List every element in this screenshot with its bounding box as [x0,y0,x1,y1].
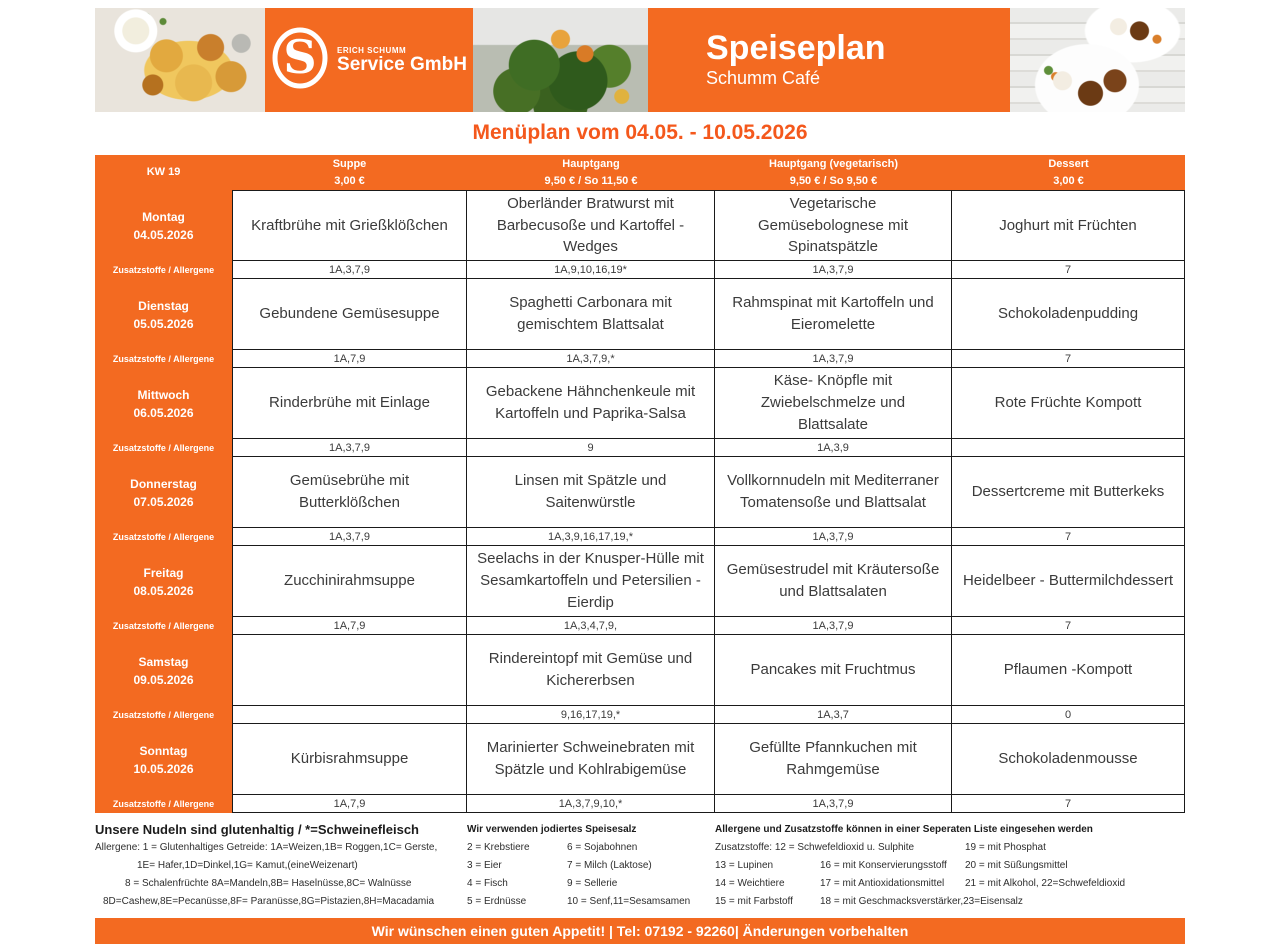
legend-item: 3 = Eier [467,859,502,871]
day-name: Mittwoch [137,387,190,402]
day-name: Donnerstag [130,476,197,491]
day-cell-mittwoch [95,368,232,457]
legend-additives-block [715,820,1185,910]
column-label: Hauptgang (vegetarisch) [769,158,898,170]
plan-subtitle: Schumm Café [706,68,821,89]
column-label: Suppe [332,158,367,170]
allergen-row-label: Zusatzstoffe / Allergene [112,354,215,364]
column-label: Hauptgang [562,158,620,170]
day-name-date [95,279,232,350]
day-cell-sonntag [95,724,232,813]
legend-pasta-note: Unsere Nudeln sind glutenhaltig / *=Schweinefleisch [95,821,419,837]
menu-cell-veg: Vegetarische Gemüsebolognese mit Spinatspätzle [715,190,952,261]
legend-item: 14 = Weichtiere [715,877,785,889]
day-cell-samstag [95,635,232,724]
allergen-row-label: Zusatzstoffe / Allergene [112,443,215,453]
legend-item: 19 = mit Phosphat [965,841,1046,853]
allergen-cell-main: 9,16,17,19,* [467,706,715,724]
legend-line [715,892,1185,910]
menu-cell-dessert: Heidelbeer - Buttermilchdessert [952,546,1185,617]
column-label: Dessert [1048,158,1089,170]
allergen-cell-main: 1A,9,10,16,19* [467,261,715,279]
legend-allergens-block [95,820,467,910]
legend-item: Zusatzstoffe: 12 = Schwefeldioxid u. Sulphite [715,841,915,853]
legend-item: 13 = Lupinen [715,859,774,871]
legend [95,820,1185,910]
allergen-cell-veg: 1A,3,7 [715,706,952,724]
menu-cell-main: Rindereintopf mit Gemüse und Kichererbsen [467,635,715,706]
menu-cell-main: Linsen mit Spätzle und Saitenwürstle [467,457,715,528]
menu-cell-main: Marinierter Schweinebraten mit Spätzle und Kohlrabigemüse [467,724,715,795]
allergen-cell-dessert: 0 [952,706,1185,724]
legend-item: 2 = Krebstiere [467,841,530,853]
day-name-date [95,368,232,439]
menu-cell-veg: Käse- Knöpfle mit Zwiebelschmelze und Blattsalate [715,368,952,439]
allergen-cell-veg: 1A,3,7,9 [715,528,952,546]
menu-cell-main: Seelachs in der Knusper-Hülle mit Sesamkartoffeln und Petersilien - Eierdip [467,546,715,617]
column-price: 9,50 € / So 9,50 € [789,174,878,187]
menu-cell-soup: Gebundene Gemüsesuppe [232,279,467,350]
menu-cell-soup [232,635,467,706]
menu-cell-dessert: Schokoladenmousse [952,724,1185,795]
day-name-date [95,635,232,706]
allergen-cell-main: 1A,3,7,9,* [467,350,715,368]
allergen-cell-veg: 1A,3,7,9 [715,261,952,279]
day-name-date [95,190,232,261]
day-date: 07.05.2026 [133,494,194,509]
schumm-s-logo-icon [271,27,329,94]
column-header-vegetarisch [715,155,952,190]
column-price: 9,50 € / So 11,50 € [544,174,638,187]
menu-cell-dessert: Dessertcreme mit Butterkeks [952,457,1185,528]
menu-cell-soup: Rinderbrühe mit Einlage [232,368,467,439]
legend-item: 17 = mit Antioxidationsmittel [820,877,945,889]
day-name-date [95,457,232,528]
menu-page [95,8,1185,944]
allergen-cell-main: 1A,3,7,9,10,* [467,795,715,813]
allergen-cell-veg: 1A,3,7,9 [715,350,952,368]
day-name: Samstag [138,654,189,669]
legend-additives-note: Allergene und Zusatzstoffe können in einer Seperaten Liste eingesehen werden [715,823,1093,835]
menu-cell-dessert: Joghurt mit Früchten [952,190,1185,261]
column-price: 3,00 € [334,174,365,187]
menu-cell-veg: Gefüllte Pfannkuchen mit Rahmgemüse [715,724,952,795]
svg-text:S: S [283,29,317,84]
legend-item: 20 = mit Süßungsmittel [965,859,1068,871]
allergen-cell-dessert [952,439,1185,457]
menu-cell-soup: Kürbisrahmsuppe [232,724,467,795]
day-date: 05.05.2026 [133,316,194,331]
allergen-cell-dessert: 7 [952,528,1185,546]
menu-cell-dessert: Pflaumen -Kompott [952,635,1185,706]
day-date: 08.05.2026 [133,583,194,598]
day-date: 10.05.2026 [133,761,194,776]
food-photo-meatballs [1010,8,1185,112]
footer-banner: Wir wünschen einen guten Appetit! | Tel: 07192 - 92260| Änderungen vorbehalten [95,918,1185,944]
menu-cell-dessert: Schokoladenpudding [952,279,1185,350]
legend-line [715,856,1185,874]
menu-cell-main: Oberländer Bratwurst mit Barbecusoße und Kartoffel - Wedges [467,190,715,261]
day-name: Montag [142,209,185,224]
allergen-cell-soup: 1A,7,9 [232,617,467,635]
day-cell-donnerstag [95,457,232,546]
allergen-cell-dessert: 7 [952,795,1185,813]
allergen-cell-soup: 1A,3,7,9 [232,261,467,279]
legend-line: 8 = Schalenfrüchte 8A=Mandeln,8B= Haselnüsse,8C= Walnüsse [125,877,412,889]
menu-cell-veg: Vollkornnudeln mit Mediterraner Tomatensoße und Blattsalat [715,457,952,528]
legend-item: 10 = Senf,11=Sesamsamen [567,895,691,907]
allergen-row-label: Zusatzstoffe / Allergene [112,265,215,275]
legend-item: 5 = Erdnüsse [467,895,527,907]
day-cell-freitag [95,546,232,635]
column-header-dessert [952,155,1185,190]
menu-cell-dessert: Rote Früchte Kompott [952,368,1185,439]
legend-item: 7 = Milch (Laktose) [567,859,652,871]
legend-item: 9 = Sellerie [567,877,618,889]
company-name-small: ERICH SCHUMM [337,45,407,55]
menu-table [95,155,1185,813]
legend-salt-note: Wir verwenden jodiertes Speisesalz [467,823,637,835]
allergen-cell-soup: 1A,7,9 [232,350,467,368]
menu-cell-main: Gebackene Hähnchenkeule mit Kartoffeln und Paprika-Salsa [467,368,715,439]
legend-line: 8D=Cashew,8E=Pecanüsse,8F= Paranüsse,8G=Pistazien,8H=Macadamia [103,895,435,907]
company-name [337,46,467,75]
allergen-cell-soup [232,706,467,724]
menu-cell-veg: Pancakes mit Fruchtmus [715,635,952,706]
allergen-row-label: Zusatzstoffe / Allergene [112,710,215,720]
day-date: 04.05.2026 [133,227,194,242]
legend-line: 1E= Hafer,1D=Dinkel,1G= Kamut,(eineWeizenart) [137,859,358,871]
menu-cell-main: Spaghetti Carbonara mit gemischtem Blattsalat [467,279,715,350]
legend-salt-block [467,820,715,910]
legend-item: 15 = mit Farbstoff [715,895,793,907]
allergen-cell-veg: 1A,3,7,9 [715,795,952,813]
column-header-suppe [232,155,467,190]
day-name: Freitag [143,565,184,580]
menu-cell-soup: Gemüsebrühe mit Butterklößchen [232,457,467,528]
allergen-cell-main: 1A,3,4,7,9, [467,617,715,635]
company-name-large: Service GmbH [337,53,467,75]
day-name-date [95,724,232,795]
day-date: 06.05.2026 [133,405,194,420]
legend-line [467,892,715,910]
legend-line: Allergene: 1 = Glutenhaltiges Getreide: 1A=Weizen,1B= Roggen,1C= Gerste, [95,841,438,853]
menu-cell-veg: Gemüsestrudel mit Kräutersoße und Blattsalaten [715,546,952,617]
allergen-cell-soup: 1A,7,9 [232,795,467,813]
allergen-cell-soup: 1A,3,7,9 [232,439,467,457]
allergen-row-label: Zusatzstoffe / Allergene [112,621,215,631]
kw-label: KW 19 [95,155,232,190]
column-header-hauptgang [467,155,715,190]
menu-cell-soup: Zucchinirahmsuppe [232,546,467,617]
legend-item: 18 = mit Geschmacksverstärker,23=Eisensalz [820,895,1023,907]
allergen-cell-dessert: 7 [952,617,1185,635]
legend-line [715,838,1185,856]
allergen-cell-dessert: 7 [952,261,1185,279]
allergen-cell-dessert: 7 [952,350,1185,368]
menu-cell-soup: Kraftbrühe mit Grießklößchen [232,190,467,261]
column-price: 3,00 € [1053,174,1084,187]
allergen-cell-veg: 1A,3,7,9 [715,617,952,635]
legend-item: 16 = mit Konservierungsstoff [820,859,947,871]
legend-line [467,856,715,874]
day-date: 09.05.2026 [133,672,194,687]
day-name: Sonntag [139,743,188,758]
plan-title-block [648,8,1010,112]
allergen-row-label: Zusatzstoffe / Allergene [112,799,215,809]
day-name-date [95,546,232,617]
food-photo-salad [473,8,648,112]
legend-item: 4 = Fisch [467,877,508,889]
plan-title: Speiseplan [706,28,886,67]
legend-line [715,874,1185,892]
allergen-cell-soup: 1A,3,7,9 [232,528,467,546]
allergen-row-label: Zusatzstoffe / Allergene [112,532,215,542]
header-band [95,8,1185,112]
legend-line [467,874,715,892]
day-cell-dienstag [95,279,232,368]
company-logo-block [265,8,473,112]
menu-cell-veg: Rahmspinat mit Kartoffeln und Eieromelette [715,279,952,350]
day-name: Dienstag [138,298,189,313]
allergen-cell-main: 1A,3,9,16,17,19,* [467,528,715,546]
legend-item: 21 = mit Alkohol, 22=Schwefeldioxid [965,877,1126,889]
legend-line [467,838,715,856]
legend-item: 6 = Sojabohnen [567,841,638,853]
food-photo-pasta [95,8,265,112]
allergen-cell-veg: 1A,3,9 [715,439,952,457]
allergen-cell-main: 9 [467,439,715,457]
page-title: Menüplan vom 04.05. - 10.05.2026 [472,121,808,144]
day-cell-montag [95,190,232,279]
